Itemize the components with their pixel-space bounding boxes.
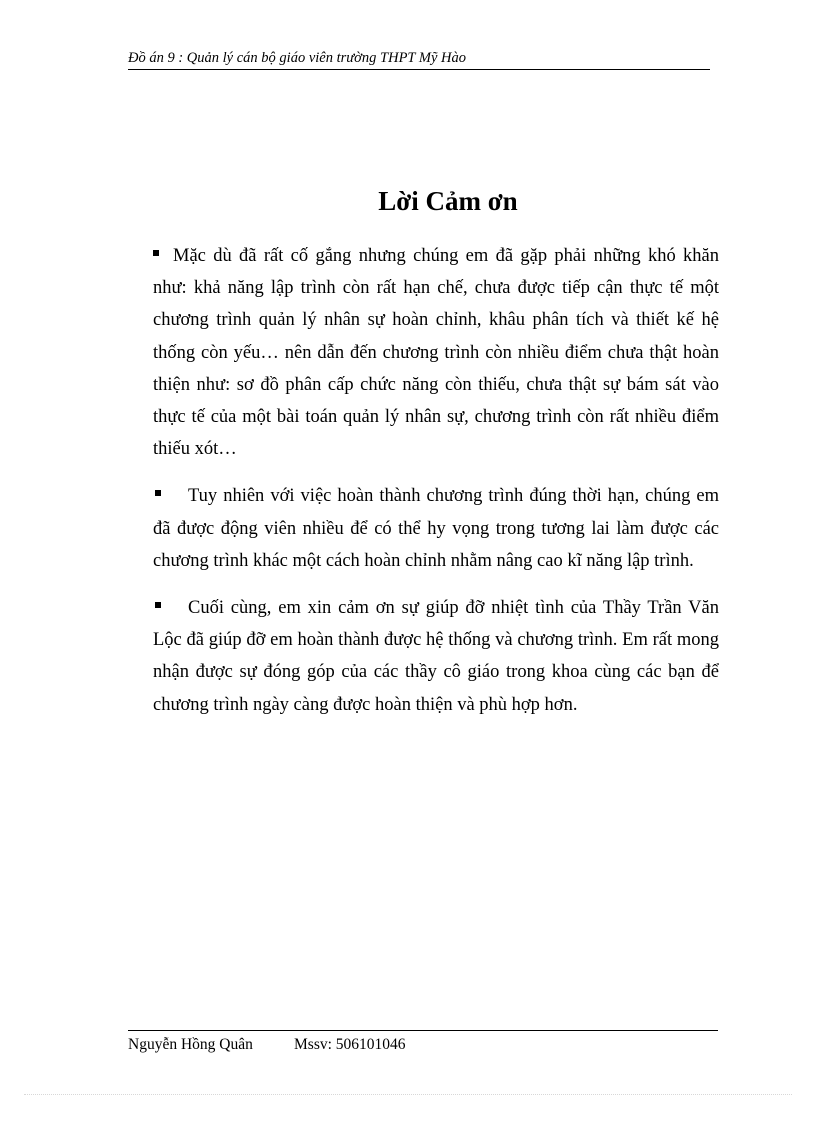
paragraph-text: Tuy nhiên với việc hoàn thành chương trình đúng thời hạn, chúng em đã được động viên nhiều để có thể hy vọng trong tương lai làm được các chương trình khác một cách hoàn chỉnh nhằm nâng cao kĩ năng lập trình. xyxy=(153,486,719,571)
page-title: Lời Cảm ơn xyxy=(378,186,518,216)
page-edge-divider xyxy=(24,1094,792,1095)
page-header xyxy=(128,48,710,70)
page-footer xyxy=(128,1030,718,1055)
paragraph-3 xyxy=(153,592,719,721)
student-id: Mssv: 506101046 xyxy=(294,1036,406,1053)
paragraph-text: Cuối cùng, em xin cảm ơn sự giúp đỡ nhiệt tình của Thầy Trần Văn Lộc đã giúp đỡ em hoàn thành được hệ thống và chương trình. Em rất mong nhận được sự đóng góp của các thầy cô giáo trong khoa cùng các bạn để chương trình ngày càng được hoàn thiện và phù hợp hơn. xyxy=(153,598,719,715)
paragraph-1 xyxy=(153,240,719,465)
paragraph-text: Mặc dù đã rất cố gắng nhưng chúng em đã gặp phải những khó khăn như: khả năng lập trình còn rất hạn chế, chưa được tiếp cận thực tế một chương trình quản lý nhân sự hoàn chỉnh, khâu phân tích và thiết kế hệ thống còn yếu… nên dẫn đến chương trình còn nhiều điểm chưa thật hoàn thiện như: sơ đồ phân cấp chức năng còn thiếu, chưa thật sự bám sát vào thực tế của một bài toán quản lý nhân sự, chương trình còn rất nhiều điểm thiếu xót… xyxy=(153,246,719,460)
header-text: Đồ án 9 : Quản lý cán bộ giáo viên trường THPT Mỹ Hào xyxy=(128,50,466,66)
document-body xyxy=(153,240,719,736)
bullet-icon xyxy=(153,250,159,256)
paragraph-2 xyxy=(153,480,719,577)
bullet-icon xyxy=(155,602,161,608)
author-name: Nguyễn Hồng Quân xyxy=(128,1036,253,1053)
bullet-icon xyxy=(155,490,161,496)
